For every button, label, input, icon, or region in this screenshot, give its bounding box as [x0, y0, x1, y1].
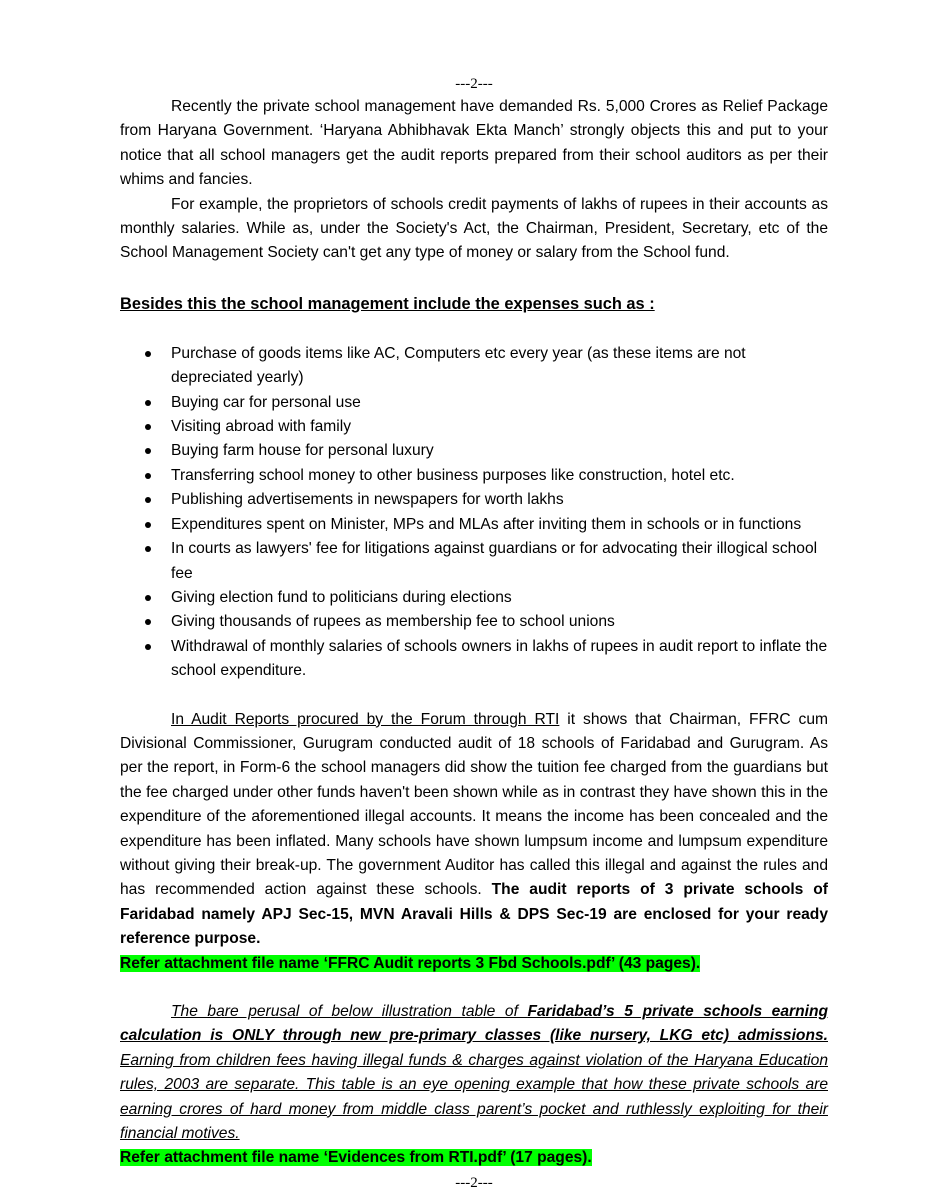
illustration-bold: Faridabad’s 5 private schools earning calculation is ONLY through new pre-primary classes (like nursery, LKG etc) admissions. [120, 1003, 828, 1045]
bullet-icon [145, 400, 151, 406]
list-item: Expenditures spent on Minister, MPs and MLAs after inviting them in schools or in functions [171, 513, 828, 537]
illustration-lead: The bare perusal of below illustration table of [171, 1003, 528, 1020]
bullet-icon [145, 473, 151, 479]
audit-intro: In Audit Reports procured by the Forum through RTI [171, 710, 560, 728]
paragraph-salaries-example: For example, the proprietors of schools credit payments of lakhs of rupees in their accounts as monthly salaries. While as, under the Society's Act, the Chairman, President, Secretary, etc of the School Management Society can't get any type of money or salary from the School fund. [120, 195, 828, 262]
bullet-icon [145, 619, 151, 625]
list-item: Publishing advertisements in newspapers for worth lakhs [171, 488, 828, 512]
bullet-icon [145, 546, 151, 552]
paragraph-audit-reports [120, 708, 828, 952]
list-item: Transferring school money to other business purposes like construction, hotel etc. [171, 464, 828, 488]
bullet-icon [145, 448, 151, 454]
bullet-icon [145, 424, 151, 430]
bullet-icon [145, 644, 151, 650]
bullet-icon [145, 522, 151, 528]
audit-reference-line [120, 952, 828, 976]
audit-body: it shows that Chairman, FFRC cum Divisional Commissioner, Gurugram conducted audit of 18 schools of Faridabad and Gurugram. As per the report, in Form-6 the school managers did show the tuition fee charged from the guardians but the fee charged under other funds haven't been shown while as in contrast they have shown this in the expenditure of the aforementioned illegal accounts. It means the income has been concealed and the expenditure has been inflated. Many schools have shown lumpsum income and lumpsum expenditure without giving their break-up. The government Auditor has called this illegal and against the rules and has recommended action against these schools. [120, 710, 828, 899]
bullet-icon [145, 595, 151, 601]
list-item: Withdrawal of monthly salaries of schools owners in lakhs of rupees in audit report to inflate the school expenditure. [171, 635, 828, 684]
list-item: Buying farm house for personal luxury [171, 439, 828, 463]
spacer [120, 976, 828, 1000]
illustration-attachment-reference: Refer attachment file name ‘Evidences from RTI.pdf’ (17 pages). [120, 1149, 592, 1167]
spacer [120, 684, 828, 708]
expenses-list [120, 342, 828, 684]
list-item: Giving election fund to politicians during elections [171, 586, 828, 610]
illustration-reference-line [120, 1146, 828, 1170]
list-item: Purchase of goods items like AC, Computers etc every year (as these items are not depreciated yearly) [171, 342, 828, 391]
illustration-rest: Earning from children fees having illegal funds & charges against violation of the Haryana Education rules, 2003 are separate. This table is an eye opening example that how these private schools are earning crores of hard money from middle class parent’s pocket and ruthlessly exploiting for their financial motives. [120, 1051, 828, 1143]
bullet-icon [145, 351, 151, 357]
expenses-heading: Besides this the school management include the expenses such as : [120, 294, 655, 313]
bullet-icon [145, 497, 151, 503]
list-item: In courts as lawyers' fee for litigations against guardians or for advocating their illogical school fee [171, 537, 828, 586]
page-number-top: ---2--- [455, 76, 493, 92]
paragraph-illustration [120, 1000, 828, 1146]
list-item: Visiting abroad with family [171, 415, 828, 439]
audit-attachment-reference: Refer attachment file name ‘FFRC Audit reports 3 Fbd Schools.pdf’ (43 pages). [120, 954, 701, 972]
list-item: Buying car for personal use [171, 391, 828, 415]
page-number-bottom: ---2--- [455, 1174, 493, 1191]
list-item: Giving thousands of rupees as membership fee to school unions [171, 610, 828, 634]
paragraph-relief-package: Recently the private school management have demanded Rs. 5,000 Crores as Relief Package from Haryana Government. ‘Haryana Abhibhavak Ekta Manch’ strongly objects this and put to your notice that all school managers get the audit reports prepared from their school auditors as per their whims and fancies. [120, 98, 828, 189]
audit-enclosed-note: The audit reports of 3 private schools of Faridabad namely APJ Sec-15, MVN Aravali Hills & DPS Sec-19 are enclosed for your ready reference purpose. [120, 881, 829, 948]
